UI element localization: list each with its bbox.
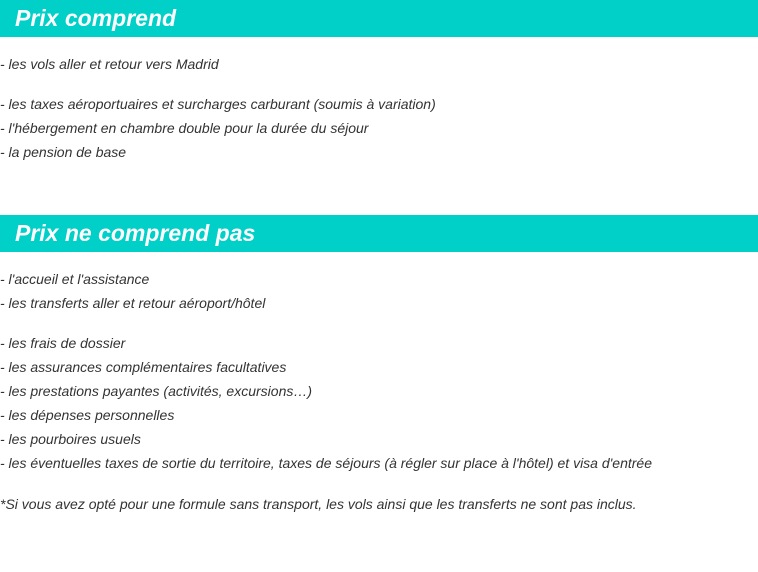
transport-note: *Si vous avez opté pour une formule sans transport, les vols ainsi que les transferts ne sont pas inclus.	[0, 496, 637, 512]
list-item: - les éventuelles taxes de sortie du territoire, taxes de séjours (à régler sur place à l'hôtel) et visa d'entrée	[0, 455, 653, 471]
included-header	[0, 0, 758, 37]
list-item: - les assurances complémentaires facultatives	[0, 359, 287, 375]
list-item: - l'hébergement en chambre double pour la durée du séjour	[0, 120, 369, 136]
list-item: - les dépenses personnelles	[0, 407, 175, 423]
excluded-header	[0, 215, 758, 252]
list-item: - les prestations payantes (activités, excursions…)	[0, 383, 313, 399]
included-list	[0, 52, 758, 164]
list-item: - les transferts aller et retour aéroport/hôtel	[0, 295, 266, 311]
included-title: Prix comprend	[15, 5, 177, 31]
excluded-list	[0, 267, 758, 475]
list-item: - l'accueil et l'assistance	[0, 271, 150, 287]
list-item: - les frais de dossier	[0, 335, 126, 351]
list-item: - la pension de base	[0, 144, 127, 160]
list-item: - les taxes aéroportuaires et surcharges carburant (soumis à variation)	[0, 96, 436, 112]
excluded-title: Prix ne comprend pas	[15, 220, 256, 246]
list-item: - les vols aller et retour vers Madrid	[0, 56, 219, 72]
list-item: - les pourboires usuels	[0, 431, 141, 447]
